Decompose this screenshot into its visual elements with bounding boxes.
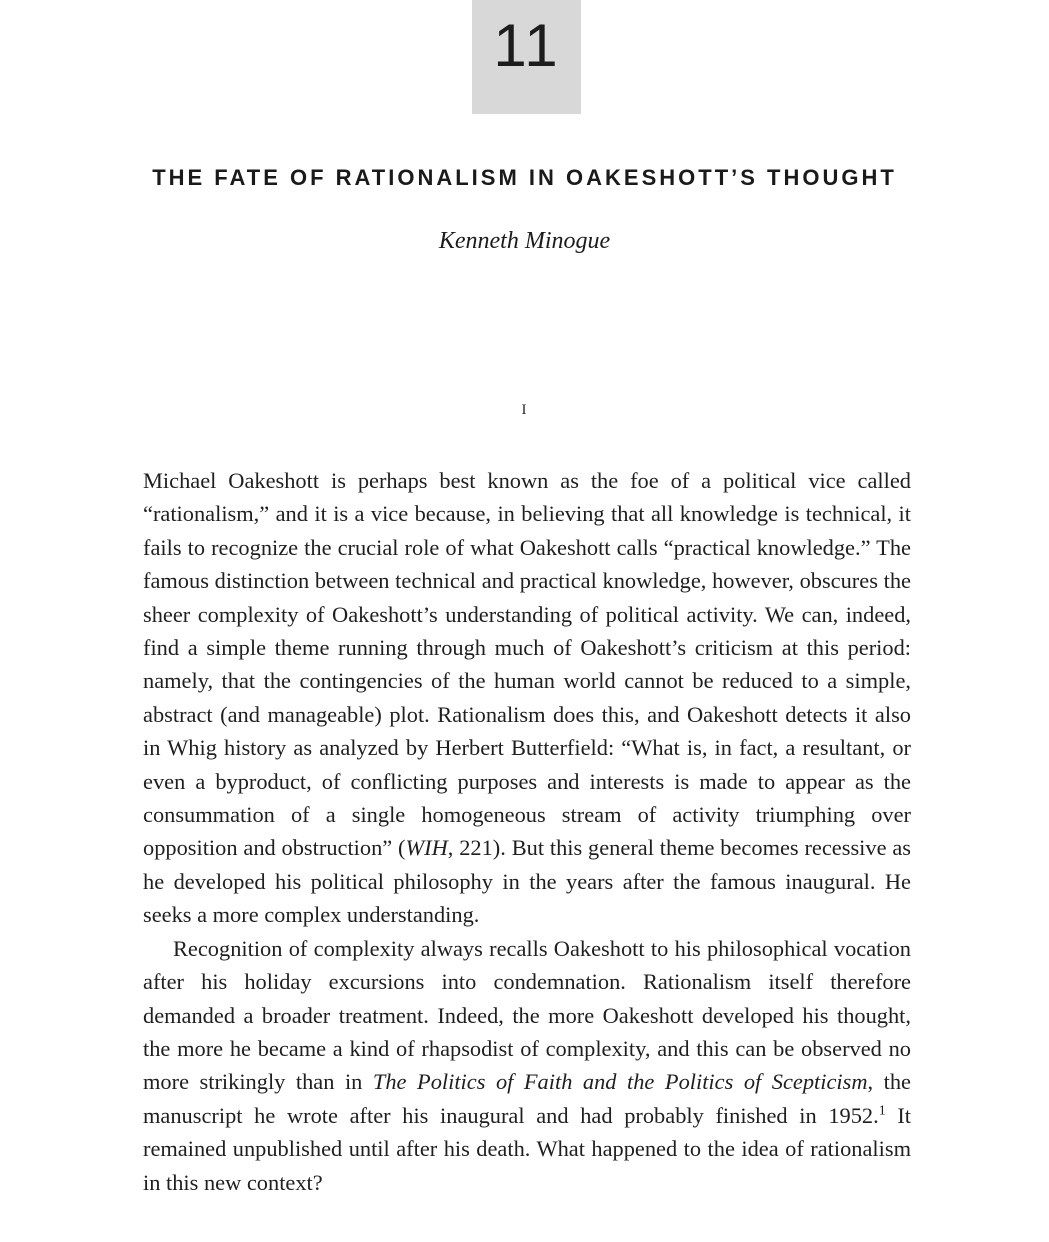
text-segment: It remained unpublished until after his death. What happened to the idea of rationalism in this new context? bbox=[143, 1102, 911, 1195]
chapter-title: THE FATE OF RATIONALISM IN OAKESHOTT’S THOUGHT bbox=[152, 165, 897, 190]
text-segment: Recognition of complexity always recalls Oakeshott to his philosophical vocation after his holiday excursions into condemnation. Rationalism itself therefore demanded a broader treatment. Indeed, the more Oakeshott developed his thought, the more he became a kind of rhapsodist of complexity, and this can be observed no more strikingly than in bbox=[143, 935, 911, 1095]
chapter-number-box bbox=[472, 0, 581, 114]
text-segment: , 221). But this general theme becomes recessive as he developed his political philosophy in the years after the famous inaugural. He seeks a more complex understanding. bbox=[143, 835, 911, 928]
chapter-number: 11 bbox=[493, 12, 560, 79]
section-marker: I bbox=[521, 402, 528, 418]
chapter-author: Kenneth Minogue bbox=[438, 228, 611, 254]
text-segment: Michael Oakeshott is perhaps best known as the foe of a political vice called “rationalism,” and it is a vice because, in believing that all knowledge is technical, it fails to recognize the crucial role of what Oakeshott calls “practical knowledge.” The famous distinction between technical and practical knowledge, however, obscures the sheer complexity of Oakeshott’s understanding of political activity. We can, indeed, find a simple theme running through much of Oakeshott’s criticism at this period: namely, that the contingencies of the human world cannot be reduced to a simple, abstract (and manageable) plot. Rationalism does this, and Oakeshott detects it also in Whig history as analyzed by Herbert Butterfield: “What is, in fact, a resultant, or even a byproduct, of conflicting purposes and interests is made to appear as the consummation of a single homogeneous stream of activity triumphing over opposition and obstruction” ( bbox=[143, 468, 911, 861]
paragraph bbox=[143, 932, 911, 1199]
text-segment: WIH bbox=[405, 835, 448, 861]
text-segment: , the manuscript he wrote after his inaugural and had probably finished in 1952. bbox=[143, 1069, 911, 1128]
footnote-marker: 1 bbox=[878, 1103, 886, 1119]
text-segment: The Politics of Faith and the Politics of Scepticism bbox=[372, 1069, 868, 1095]
body-text bbox=[143, 464, 911, 1199]
paragraph bbox=[143, 464, 911, 932]
